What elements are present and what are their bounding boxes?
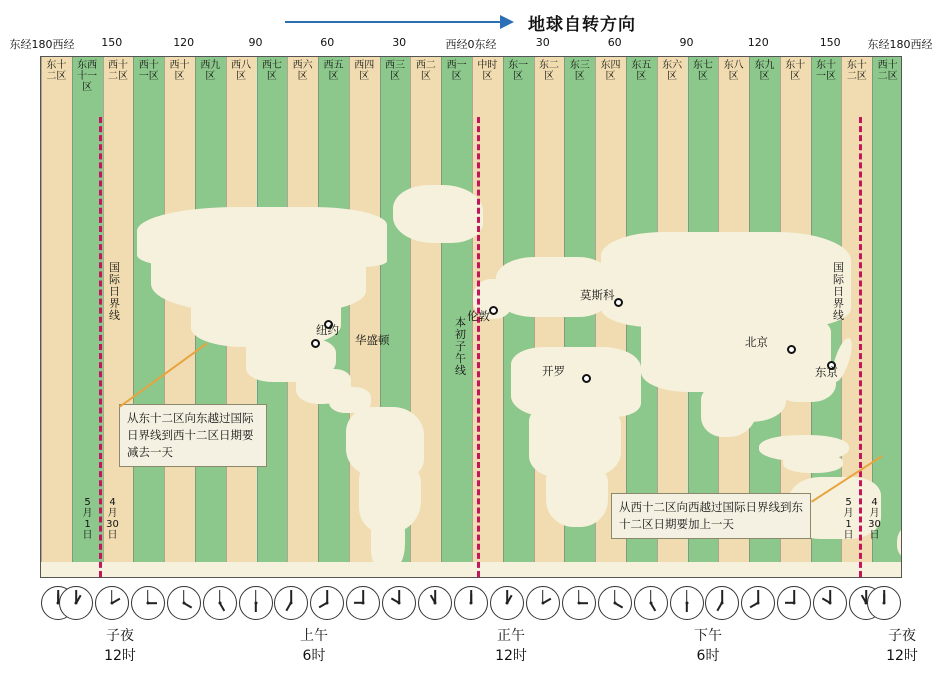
prime-meridian-line xyxy=(477,117,480,577)
clock-center-pin xyxy=(577,602,580,605)
timezone-name-row xyxy=(41,57,902,117)
timezone-name: 东三区 xyxy=(569,60,590,82)
clock-center-pin xyxy=(685,602,688,605)
clock-center-pin xyxy=(829,602,832,605)
clock-center-pin xyxy=(613,602,616,605)
world-map xyxy=(40,56,902,578)
rotation-direction-label: 地球自转方向 xyxy=(528,15,636,35)
time-of-day-title: 子夜 xyxy=(887,628,916,644)
clock-face xyxy=(813,586,847,620)
timezone-name: 西十一区 xyxy=(138,60,159,82)
rotation-arrow-shaft xyxy=(285,21,505,23)
city-marker-dot xyxy=(489,306,498,315)
longitude-tick-label: 120 xyxy=(173,36,195,49)
clock-face xyxy=(741,586,775,620)
clock-center-pin xyxy=(182,602,185,605)
date-line-label-right: 国际日界线 xyxy=(833,261,844,322)
timezone-name: 西十二区 xyxy=(107,60,128,82)
time-of-day-label xyxy=(694,626,722,666)
timezone-name: 西四区 xyxy=(354,60,375,82)
timezone-name: 东五区 xyxy=(631,60,652,82)
longitude-tick-label: 30 xyxy=(392,36,407,49)
timezone-name: 东一区 xyxy=(508,60,529,82)
time-of-day-value: 6时 xyxy=(696,648,720,664)
clock-face xyxy=(777,586,811,620)
clock-face xyxy=(705,586,739,620)
timezone-name: 东六区 xyxy=(662,60,683,82)
clock-face xyxy=(634,586,668,620)
clock-face xyxy=(598,586,632,620)
city-marker-dot xyxy=(582,374,591,383)
clock-face xyxy=(562,586,596,620)
international-date-line-left xyxy=(99,117,102,577)
longitude-tick-label: 150 xyxy=(819,36,841,49)
timezone-name: 东十二区 xyxy=(46,60,67,82)
date-label-right-new: 5月1日 xyxy=(843,497,854,541)
timezone-name: 中时区 xyxy=(477,60,498,82)
clock-center-pin xyxy=(757,602,760,605)
clock-face xyxy=(346,586,380,620)
longitude-tick-label: 30 xyxy=(535,36,550,49)
clock-face xyxy=(59,586,93,620)
clock-face xyxy=(95,586,129,620)
rotation-direction-banner xyxy=(0,4,938,35)
clock-face xyxy=(131,586,165,620)
clock-center-pin xyxy=(434,602,437,605)
time-of-day-label xyxy=(300,626,328,666)
time-of-day-title: 上午 xyxy=(300,628,328,644)
time-of-day-value: 12时 xyxy=(495,648,527,664)
clock-center-pin xyxy=(649,602,652,605)
clock-center-pin xyxy=(218,602,221,605)
longitude-tick-label: 90 xyxy=(679,36,694,49)
longitude-tick-label: 60 xyxy=(607,36,622,49)
clock-face xyxy=(239,586,273,620)
longitude-tick-label: 东经180西经 xyxy=(9,38,75,51)
city-marker-dot xyxy=(311,339,320,348)
longitude-tick-label: 90 xyxy=(248,36,263,49)
clock-strip xyxy=(40,584,902,630)
clock-face xyxy=(490,586,524,620)
city-label: 莫斯科 xyxy=(580,288,615,302)
city-label: 开罗 xyxy=(542,364,565,378)
timezone-name: 西三区 xyxy=(385,60,406,82)
timezone-name: 东八区 xyxy=(723,60,744,82)
prime-meridian-label: 本初子午线 xyxy=(455,316,466,377)
landmass-shape xyxy=(393,185,483,243)
clock-face xyxy=(203,586,237,620)
city-label: 华盛顿 xyxy=(355,333,390,347)
clock-center-pin xyxy=(793,602,796,605)
timezone-name: 西七区 xyxy=(261,60,282,82)
clock-face xyxy=(670,586,704,620)
timezone-name: 东西十一区 xyxy=(77,60,98,93)
timezone-name: 东十区 xyxy=(785,60,806,82)
time-of-day-title: 子夜 xyxy=(105,628,134,644)
clock-center-pin xyxy=(398,602,401,605)
callout-left: 从东十二区向东越过国际日界线到西十二区日期要减去一天 xyxy=(119,404,267,467)
clock-face xyxy=(418,586,452,620)
date-label-right-old: 4月30日 xyxy=(868,497,881,541)
time-of-day-label xyxy=(886,626,918,666)
time-of-day-value: 12时 xyxy=(104,648,136,664)
timezone-name: 东十二区 xyxy=(846,60,867,82)
time-of-day-value: 12时 xyxy=(886,648,918,664)
timezone-name: 西一区 xyxy=(446,60,467,82)
city-marker-dot xyxy=(787,345,796,354)
time-of-day-label xyxy=(104,626,136,666)
clock-center-pin xyxy=(110,602,113,605)
longitude-tick-label: 60 xyxy=(320,36,335,49)
timezone-name: 东四区 xyxy=(600,60,621,82)
longitude-tick-label: 西经0东经 xyxy=(445,38,497,51)
landmass-shape xyxy=(897,527,902,557)
clock-center-pin xyxy=(326,602,329,605)
clock-center-pin xyxy=(74,602,77,605)
landmass-shape xyxy=(701,387,756,437)
longitude-axis xyxy=(9,36,933,52)
time-of-day-title: 下午 xyxy=(694,628,722,644)
timezone-name: 西八区 xyxy=(231,60,252,82)
clock-center-pin xyxy=(146,602,149,605)
date-label-left-new: 5月1日 xyxy=(82,497,93,541)
city-label: 纽约 xyxy=(316,323,339,337)
clock-face xyxy=(310,586,344,620)
landmass-shape xyxy=(41,562,902,578)
longitude-tick-label: 120 xyxy=(747,36,769,49)
callout-right: 从西十二区向西越过国际日界线到东十二区日期要加上一天 xyxy=(611,493,811,539)
timezone-name: 东十一区 xyxy=(816,60,837,82)
landmass-shape xyxy=(546,467,608,527)
landmass-shape xyxy=(783,453,843,473)
clock-center-pin xyxy=(362,602,365,605)
rotation-arrow-head-icon xyxy=(500,15,514,29)
clock-center-pin xyxy=(541,602,544,605)
clock-center-pin xyxy=(721,602,724,605)
timezone-name: 东二区 xyxy=(538,60,559,82)
timezone-name: 东七区 xyxy=(692,60,713,82)
clock-face xyxy=(167,586,201,620)
clock-face xyxy=(454,586,488,620)
timezone-name: 西十二区 xyxy=(877,60,898,82)
clock-face xyxy=(274,586,308,620)
timezone-name: 西九区 xyxy=(200,60,221,82)
city-marker-dot xyxy=(614,298,623,307)
clock-center-pin xyxy=(883,602,886,605)
time-of-day-labels xyxy=(0,626,938,676)
clock-center-pin xyxy=(290,602,293,605)
time-of-day-title: 正午 xyxy=(496,628,525,644)
clock-center-pin xyxy=(254,602,257,605)
clock-center-pin xyxy=(505,602,508,605)
clock-center-pin xyxy=(470,602,473,605)
time-of-day-value: 6时 xyxy=(302,648,326,664)
time-of-day-label xyxy=(495,626,527,666)
city-label: 伦敦 xyxy=(467,309,490,323)
clock-face xyxy=(382,586,416,620)
date-label-left-old: 4月30日 xyxy=(106,497,119,541)
city-label: 东京 xyxy=(815,365,838,379)
timezone-name: 西十区 xyxy=(169,60,190,82)
clock-face xyxy=(867,586,901,620)
longitude-tick-label: 东经180西经 xyxy=(867,38,933,51)
date-line-label-left: 国际日界线 xyxy=(109,261,120,322)
longitude-tick-label: 150 xyxy=(101,36,123,49)
timezone-name: 西六区 xyxy=(292,60,313,82)
timezone-name: 东九区 xyxy=(754,60,775,82)
city-label: 北京 xyxy=(745,335,768,349)
timezone-name: 西二区 xyxy=(415,60,436,82)
international-date-line-right xyxy=(859,117,862,577)
clock-face xyxy=(526,586,560,620)
timezone-name: 西五区 xyxy=(323,60,344,82)
